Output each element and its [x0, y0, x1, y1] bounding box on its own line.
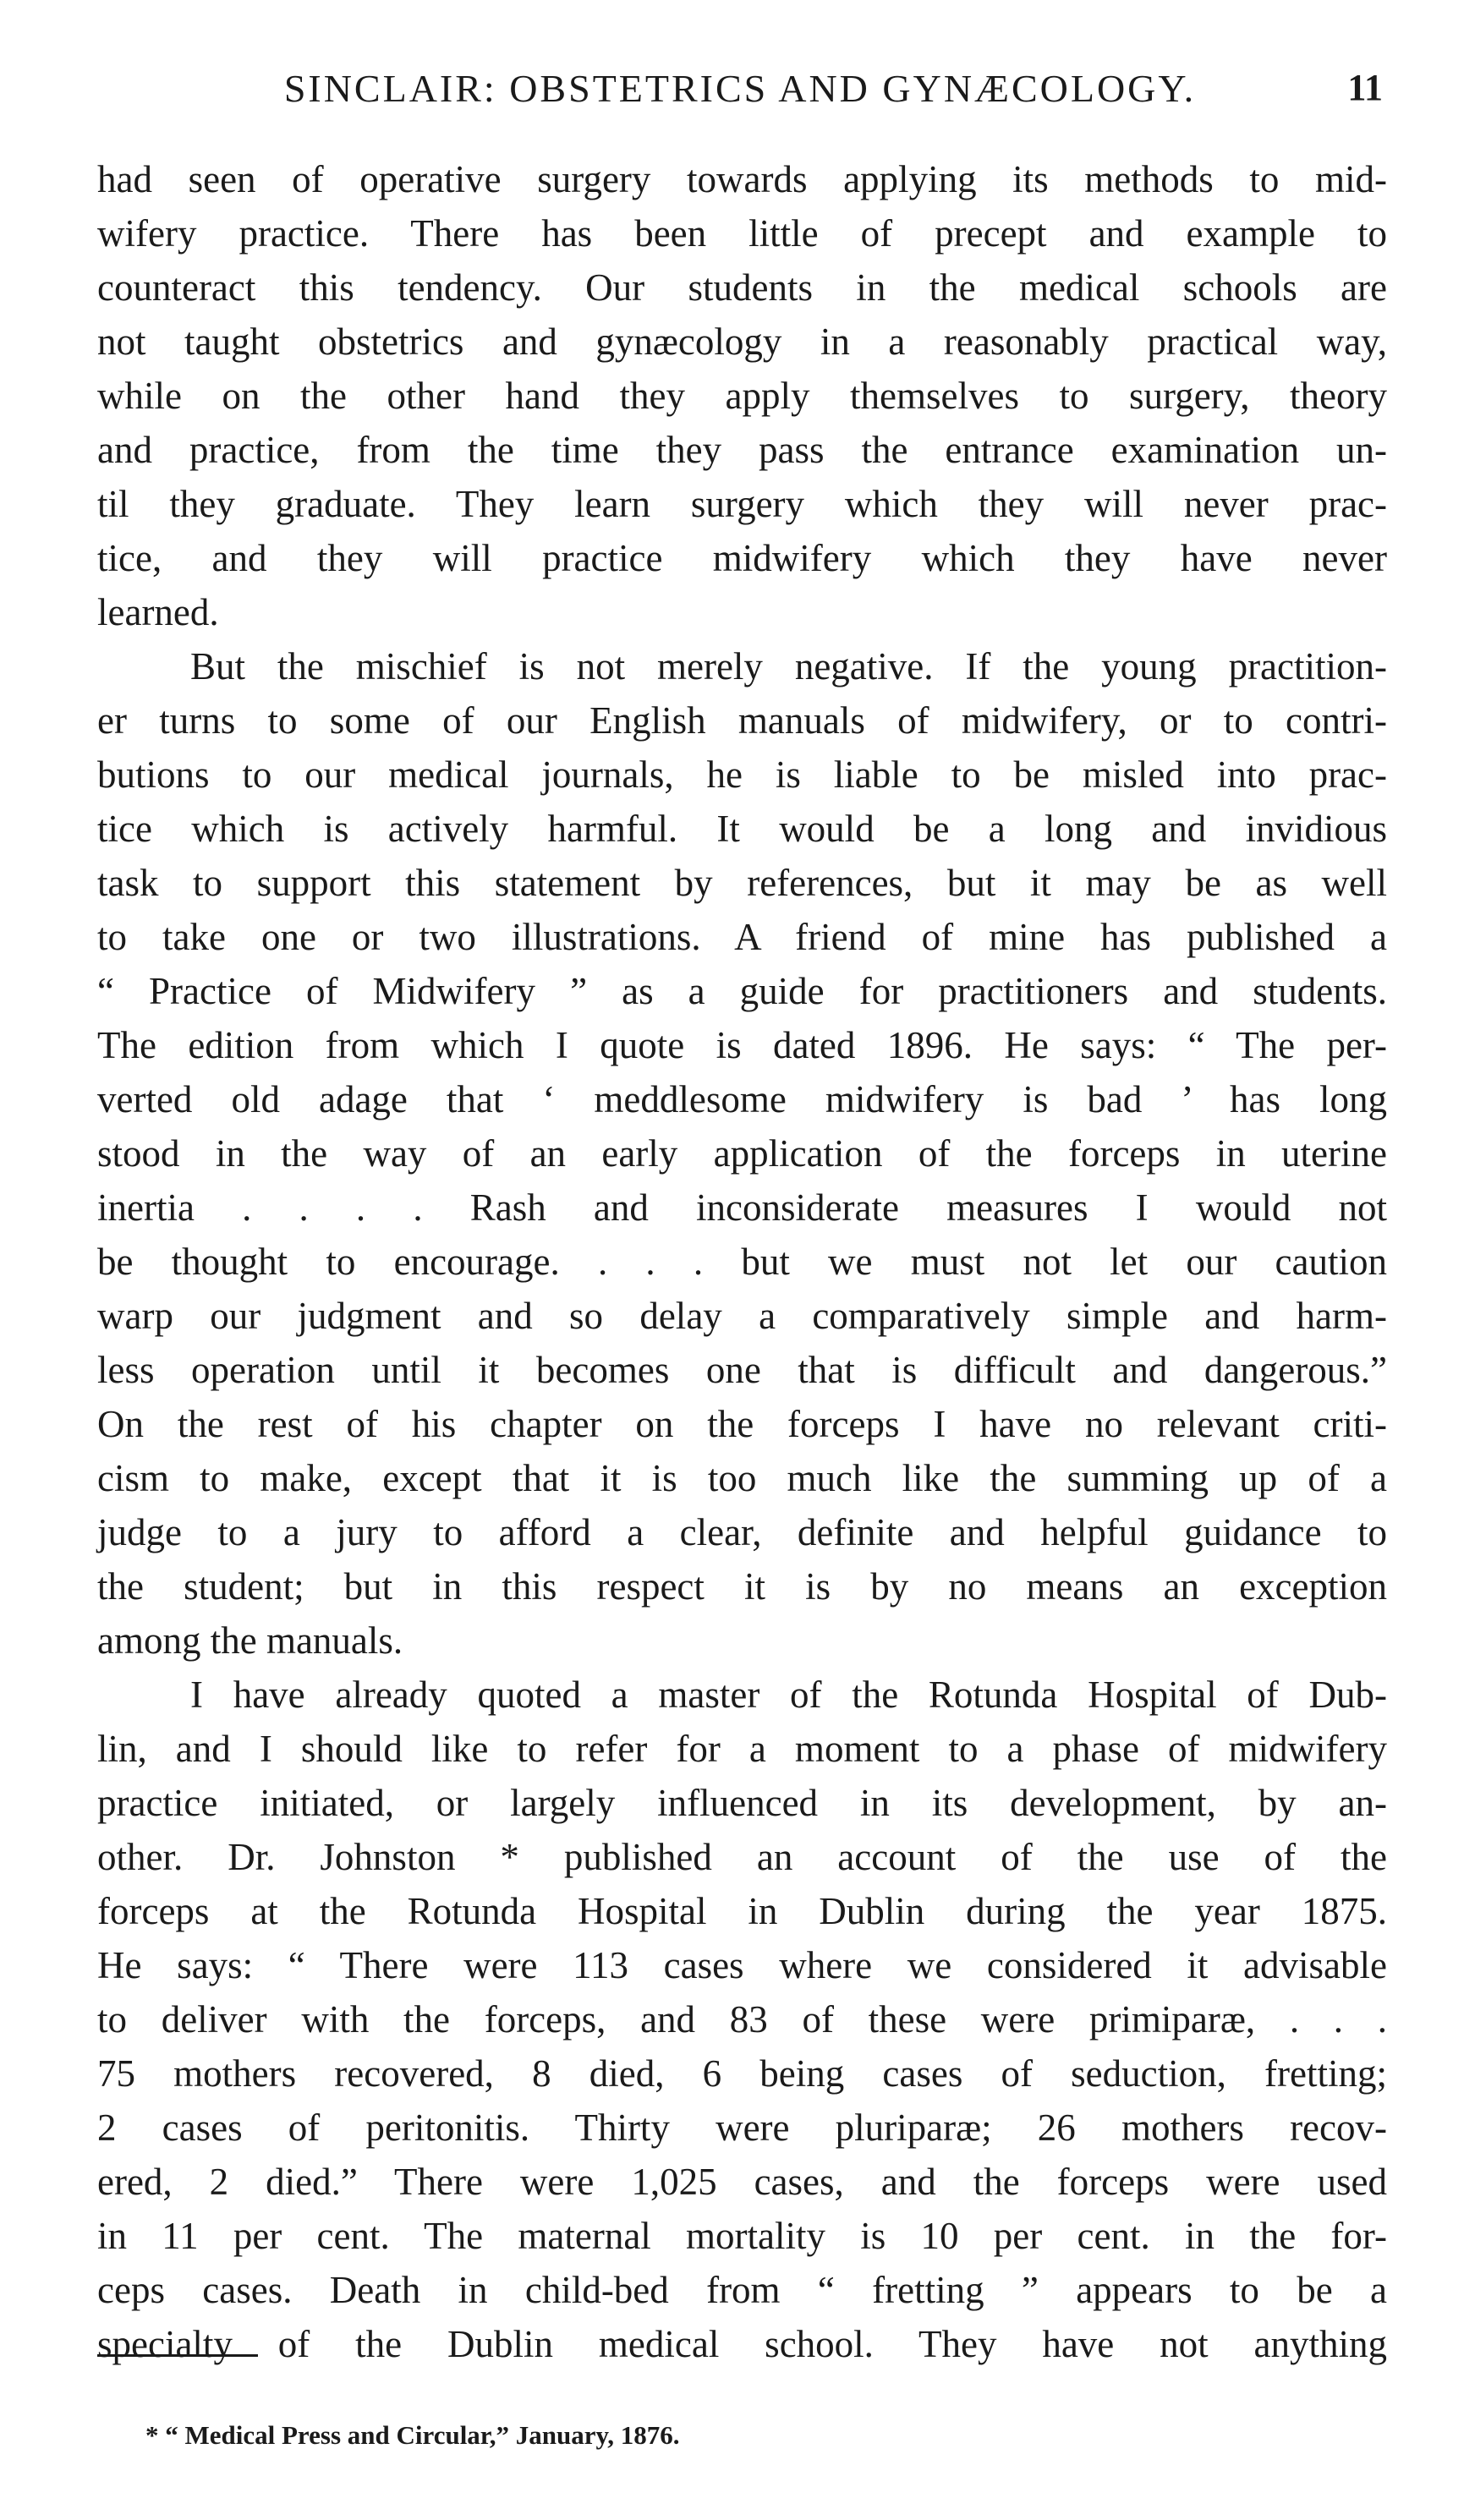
text-line: among the manuals.	[97, 1619, 403, 1662]
text-line: cism to make, except that it is too much like the summing up of a	[97, 1457, 1387, 1499]
text-line: had seen of operative surgery towards applying its methods to mid-	[97, 158, 1387, 200]
text-line: verted old adage that ‘ meddlesome midwifery is bad ’ has long	[97, 1078, 1387, 1120]
text-line: tice, and they will practice midwifery which they have never	[97, 537, 1387, 579]
text-line: ered, 2 died.” There were 1,025 cases, and the forceps were used	[97, 2161, 1387, 2203]
footnote-rule	[97, 2354, 258, 2357]
text-line: in 11 per cent. The maternal mortality is 10 per cent. in the for-	[97, 2215, 1387, 2257]
text-line: But the mischief is not merely negative. If the young practition-	[190, 645, 1387, 688]
text-line: On the rest of his chapter on the forceps I have no relevant criti-	[97, 1403, 1387, 1445]
paragraph-3	[97, 1668, 1387, 2371]
text-line: counteract this tendency. Our students in the medical schools are	[97, 266, 1387, 309]
text-line: stood in the way of an early application of the forceps in uterine	[97, 1132, 1387, 1175]
body-text	[97, 152, 1387, 2371]
paragraph-2	[97, 639, 1387, 1668]
text-line: lin, and I should like to refer for a moment to a phase of midwifery	[97, 1728, 1387, 1770]
text-line: til they graduate. They learn surgery which they will never prac-	[97, 483, 1387, 525]
text-line: be thought to encourage. . . . but we must not let our caution	[97, 1241, 1387, 1283]
text-line: wifery practice. There has been little of precept and example to	[97, 212, 1387, 255]
text-line: specialty of the Dublin medical school. They have not anything	[97, 2323, 1387, 2365]
page-number: 11	[1347, 67, 1383, 108]
text-line: to take one or two illustrations. A friend of mine has published a	[97, 916, 1387, 958]
text-line: “ Practice of Midwifery ” as a guide for practitioners and students.	[97, 970, 1387, 1012]
text-line: forceps at the Rotunda Hospital in Dublin during the year 1875.	[97, 1890, 1387, 1932]
text-line: butions to our medical journals, he is liable to be misled into prac-	[97, 753, 1387, 796]
text-line: not taught obstetrics and gynæcology in a reasonably practical way,	[97, 320, 1387, 363]
text-line: to deliver with the forceps, and 83 of these were primiparæ, . . .	[97, 1998, 1387, 2041]
text-line: learned.	[97, 591, 219, 633]
text-line: task to support this statement by references, but it may be as well	[97, 862, 1387, 904]
text-line: less operation until it becomes one that is difficult and dangerous.”	[97, 1349, 1387, 1391]
text-line: 2 cases of peritonitis. Thirty were pluriparæ; 26 mothers recov-	[97, 2106, 1387, 2149]
text-line: the student; but in this respect it is by no means an exception	[97, 1565, 1387, 1608]
text-line: judge to a jury to afford a clear, definite and helpful guidance to	[97, 1511, 1387, 1553]
text-line: The edition from which I quote is dated 1896. He says: “ The per-	[97, 1024, 1387, 1066]
text-line: and practice, from the time they pass the entrance examination un-	[97, 429, 1387, 471]
paragraph-1	[97, 152, 1387, 639]
footnote: * “ Medical Press and Circular,” January, 1876.	[145, 2420, 680, 2450]
text-line: ceps cases. Death in child-bed from “ fretting ” appears to be a	[97, 2269, 1387, 2311]
text-line: warp our judgment and so delay a comparatively simple and harm-	[97, 1295, 1387, 1337]
text-line: tice which is actively harmful. It would be a long and invidious	[97, 808, 1387, 850]
running-head	[97, 66, 1383, 125]
text-line: other. Dr. Johnston * published an account of the use of the	[97, 1836, 1387, 1878]
running-title: SINCLAIR: OBSTETRICS AND GYNÆCOLOGY.	[283, 67, 1197, 110]
text-line: while on the other hand they apply themselves to surgery, theory	[97, 375, 1387, 417]
text-line: He says: “ There were 113 cases where we considered it advisable	[97, 1944, 1387, 1986]
text-line: I have already quoted a master of the Rotunda Hospital of Dub-	[190, 1674, 1387, 1716]
text-line: practice initiated, or largely influenced in its development, by an-	[97, 1782, 1387, 1824]
text-line: inertia . . . . Rash and inconsiderate measures I would not	[97, 1186, 1387, 1229]
text-line: 75 mothers recovered, 8 died, 6 being cases of seduction, fretting;	[97, 2052, 1387, 2095]
text-line: er turns to some of our English manuals of midwifery, or to contri-	[97, 699, 1387, 742]
